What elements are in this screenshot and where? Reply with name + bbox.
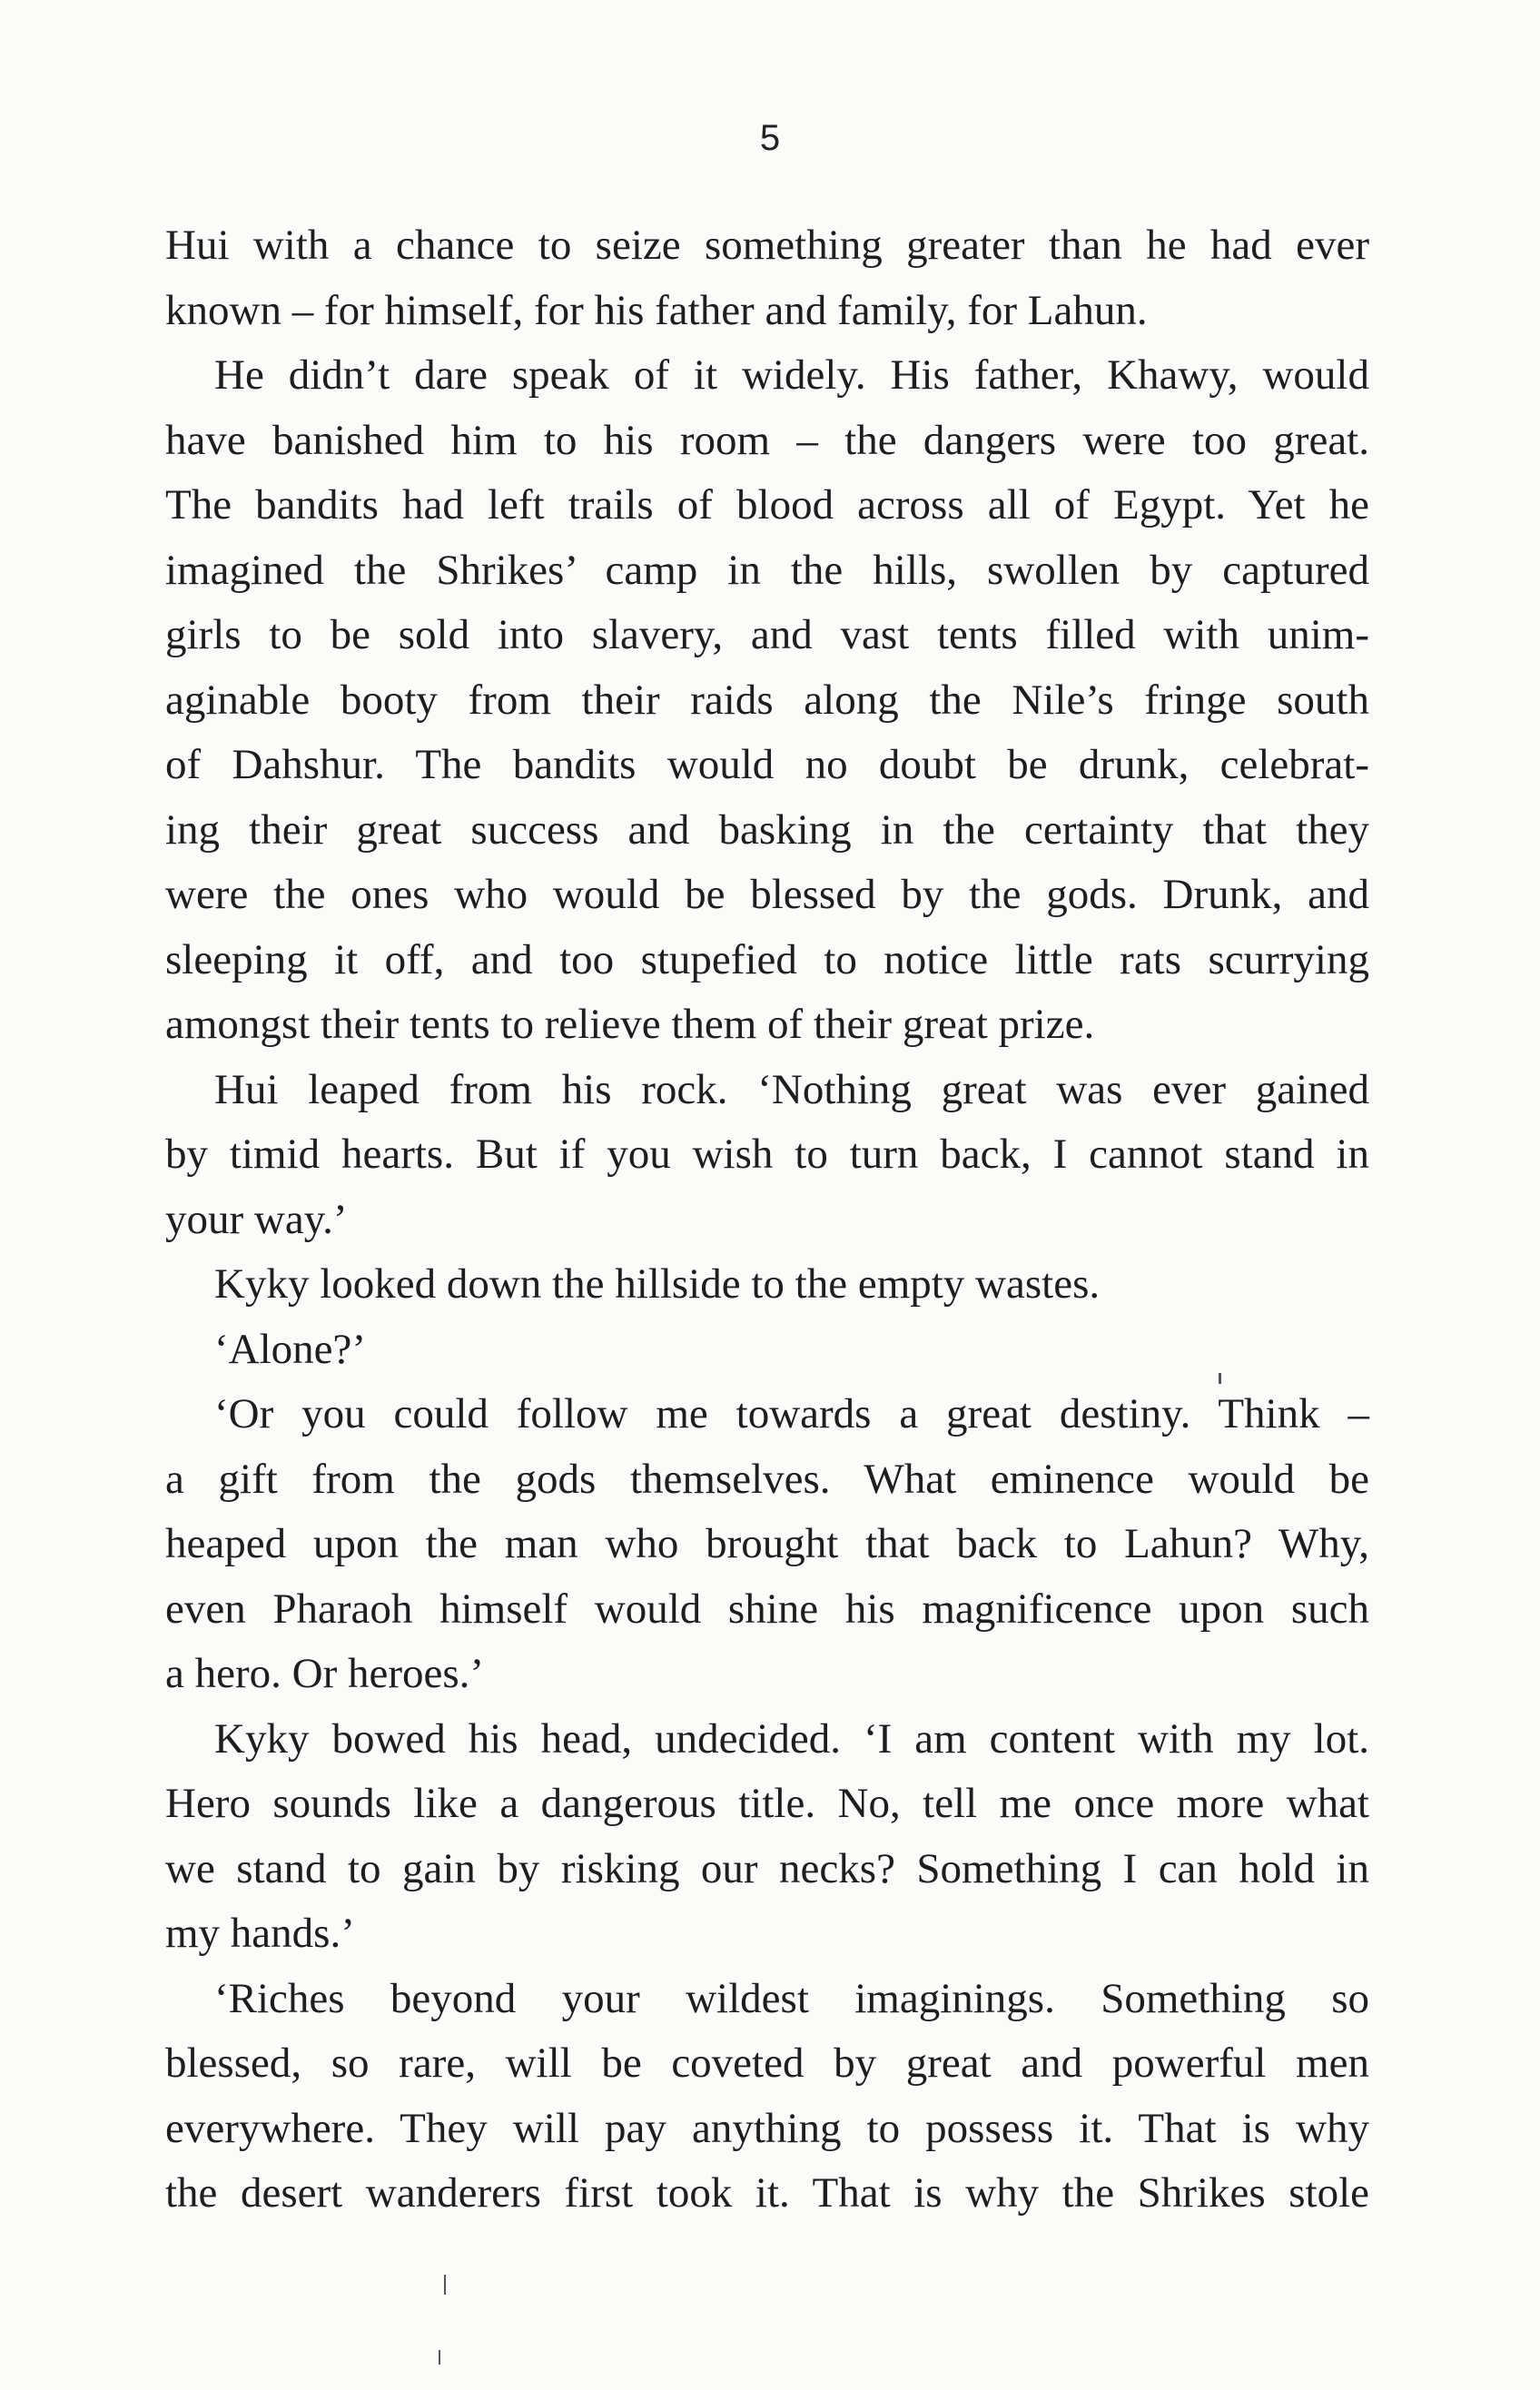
text-line: ‘Alone?’ bbox=[214, 1325, 367, 1373]
text-line: Hui with a chance to seize something greater than he had ever bbox=[165, 222, 1369, 269]
text-line: girls to be sold into slavery, and vast tents filled with unim- bbox=[165, 611, 1369, 658]
text-line: ‘Or you could follow me towards a great destiny. Think – bbox=[214, 1390, 1369, 1437]
text-line: by timid hearts. But if you wish to turn back, I cannot stand in bbox=[165, 1131, 1369, 1178]
text-line: The bandits had left trails of blood across all of Egypt. Yet he bbox=[165, 481, 1369, 528]
text-line: imagined the Shrikes’ camp in the hills, swollen by captured bbox=[165, 546, 1369, 594]
scan-mark bbox=[1219, 1373, 1221, 1384]
text-line: were the ones who would be blessed by the gods. Drunk, and bbox=[165, 871, 1369, 918]
scan-mark bbox=[439, 2350, 440, 2365]
text-line: amongst their tents to relieve them of their great prize. bbox=[165, 1001, 1095, 1048]
text-line: He didn’t dare speak of it widely. His father, Khawy, would bbox=[214, 351, 1369, 399]
text-line: even Pharaoh himself would shine his magnificence upon such bbox=[165, 1585, 1369, 1633]
text-line: your way.’ bbox=[165, 1195, 348, 1243]
text-line: aginable booty from their raids along the Nile’s fringe south bbox=[165, 676, 1369, 724]
scan-mark bbox=[444, 2275, 446, 2295]
text-line: have banished him to his room – the dangers were too great. bbox=[165, 416, 1369, 464]
text-line: Kyky looked down the hillside to the empty wastes. bbox=[214, 1260, 1101, 1308]
text-line: known – for himself, for his father and family, for Lahun. bbox=[165, 286, 1148, 334]
text-line: blessed, so rare, will be coveted by great and powerful men bbox=[165, 2039, 1369, 2087]
body-text bbox=[165, 213, 1369, 2227]
text-line: my hands.’ bbox=[165, 1910, 355, 1957]
text-line: Kyky bowed his head, undecided. ‘I am content with my lot. bbox=[214, 1714, 1369, 1763]
text-line: ‘Riches beyond your wildest imaginings. Something so bbox=[214, 1974, 1369, 2022]
text-line: a hero. Or heroes.’ bbox=[165, 1650, 485, 1697]
text-line: everywhere. They will pay anything to possess it. That is why bbox=[165, 2104, 1369, 2152]
text-line: Hui leaped from his rock. ‘Nothing great was ever gained bbox=[214, 1065, 1369, 1113]
text-line: of Dahshur. The bandits would no doubt be drunk, celebrat- bbox=[165, 741, 1369, 788]
page-number: 5 bbox=[759, 118, 781, 158]
text-line: the desert wanderers first took it. That is why the Shrikes stole bbox=[165, 2169, 1369, 2217]
text-line: ing their great success and basking in the certainty that they bbox=[165, 805, 1369, 854]
text-line: heaped upon the man who brought that back to Lahun? Why, bbox=[165, 1520, 1369, 1567]
text-line: we stand to gain by risking our necks? Something I can hold in bbox=[165, 1844, 1369, 1892]
text-line: sleeping it off, and too stupefied to notice little rats scurrying bbox=[165, 935, 1369, 983]
text-line: Hero sounds like a dangerous title. No, tell me once more what bbox=[165, 1780, 1369, 1827]
text-line: a gift from the gods themselves. What eminence would be bbox=[165, 1455, 1369, 1503]
